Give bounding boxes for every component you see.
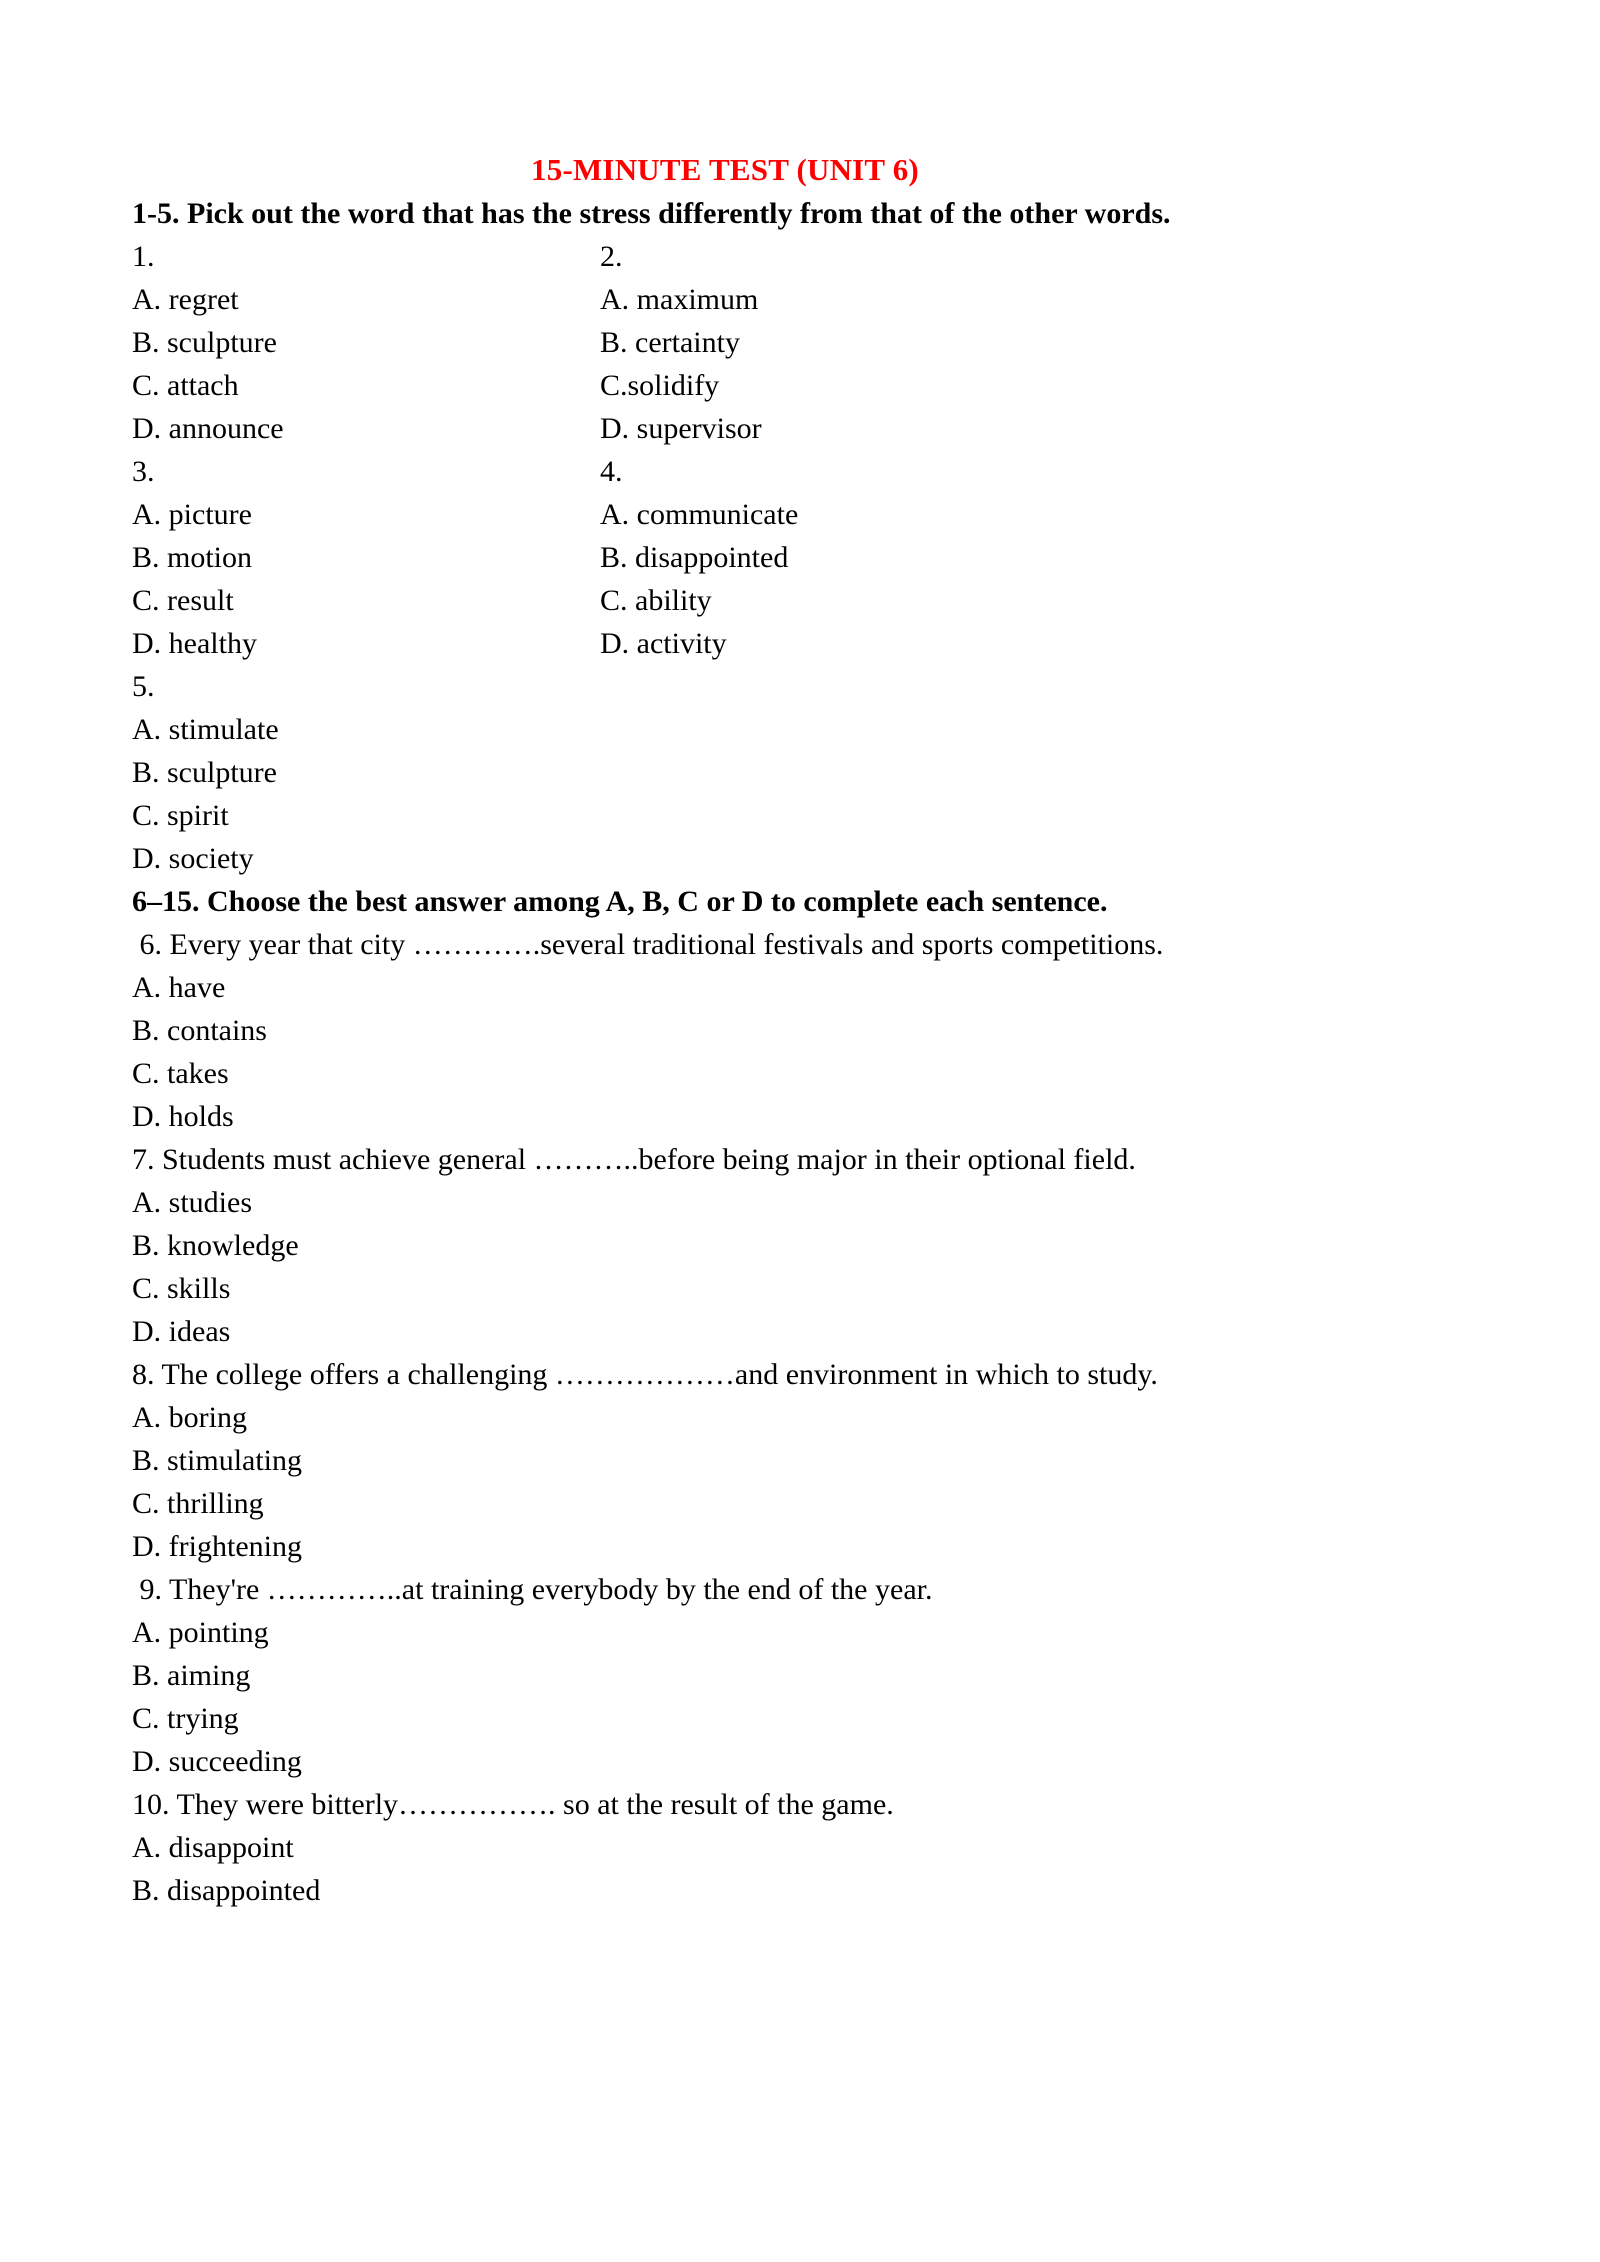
section-heading-multiple-choice: 6–15. Choose the best answer among A, B, C or D to complete each sentence. [132,885,1108,918]
stress-cell-right: A. communicate [600,498,799,531]
stress-cell-left: D. healthy [132,627,257,660]
stress-cell-right: 4. [600,455,623,488]
stress-cell-left: B. motion [132,541,253,574]
stress-cell-right: C. ability [600,584,712,617]
stress-row [132,536,1462,579]
stress-question-grid [132,235,1462,880]
stress-cell-right: B. disappointed [600,541,789,574]
question-option: D. succeeding [132,1745,302,1778]
stress-row [132,622,1462,665]
stress-cell-left: 3. [132,455,155,488]
question-option: B. disappointed [132,1874,321,1907]
stress-option-item: D. society [132,842,254,875]
stress-cell-left: C. attach [132,369,239,402]
stress-cell-right: C.solidify [600,369,720,402]
stress-cell-right: D. supervisor [600,412,762,445]
page-title: 15-MINUTE TEST (UNIT 6) [531,152,919,187]
stress-row [132,579,1462,622]
question-option: B. stimulating [132,1444,303,1477]
section-heading-stress: 1-5. Pick out the word that has the stress differently from that of the other words. [132,197,1171,230]
question-list [132,923,1462,1912]
stress-row [132,278,1462,321]
stress-row-number: 5. [132,670,155,703]
question-option: C. skills [132,1272,231,1305]
stress-row [132,407,1462,450]
stress-cell-right: B. certainty [600,326,740,359]
question-item [132,1353,1462,1568]
question-stem: 8. The college offers a challenging ………………and environment in which to study. [132,1358,1158,1391]
stress-cell-left: 1. [132,240,155,273]
question-option: B. aiming [132,1659,251,1692]
stress-row [132,450,1462,493]
stress-cell-left: C. result [132,584,234,617]
question-option: A. studies [132,1186,252,1219]
question-item [132,1138,1462,1353]
question-option: B. knowledge [132,1229,299,1262]
question-stem: 7. Students must achieve general ………..before being major in their optional field. [132,1143,1136,1176]
question-stem: 6. Every year that city ………….several traditional festivals and sports competitions. [132,928,1164,961]
stress-option-item: B. sculpture [132,756,277,789]
question-item [132,1568,1462,1783]
question-option: C. takes [132,1057,229,1090]
stress-cell-left: D. announce [132,412,284,445]
document-content [132,148,1462,1912]
question-option: A. pointing [132,1616,269,1649]
question-option: D. ideas [132,1315,231,1348]
question-option: A. disappoint [132,1831,294,1864]
stress-cell-right: A. maximum [600,283,759,316]
question-option: C. thrilling [132,1487,264,1520]
question-item [132,923,1462,1138]
question-stem: 9. They're …………..at training everybody by the end of the year. [132,1573,933,1606]
question-option: D. holds [132,1100,234,1133]
stress-row [132,235,1462,278]
question-option: B. contains [132,1014,267,1047]
question-stem: 10. They were bitterly……………. so at the result of the game. [132,1788,894,1821]
stress-row [132,364,1462,407]
stress-row [132,321,1462,364]
question-option: D. frightening [132,1530,302,1563]
stress-row [132,493,1462,536]
question-item [132,1783,1462,1912]
stress-cell-left: B. sculpture [132,326,277,359]
question-option: A. have [132,971,226,1004]
stress-option-item: A. stimulate [132,713,279,746]
stress-option-item: C. spirit [132,799,229,832]
stress-cell-left: A. regret [132,283,239,316]
question-option: A. boring [132,1401,247,1434]
stress-cell-right: D. activity [600,627,727,660]
stress-cell-left: A. picture [132,498,252,531]
stress-cell-right: 2. [600,240,623,273]
question-option: C. trying [132,1702,239,1735]
